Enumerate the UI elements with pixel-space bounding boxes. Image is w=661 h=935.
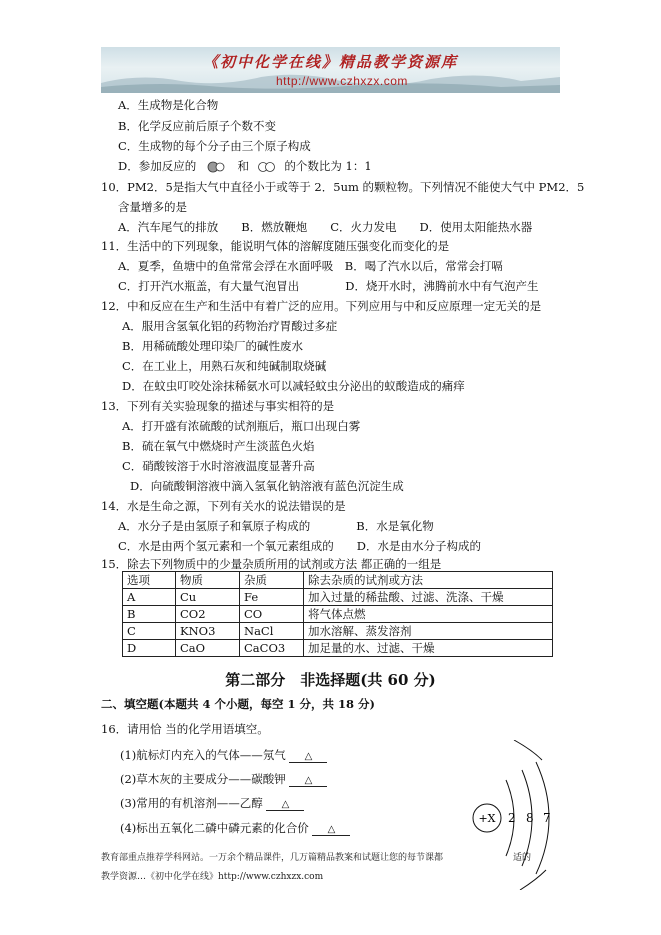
q12-option-a: A．服用含氢氧化铝的药物治疗胃酸过多症 [122,319,338,333]
table-cell: 将气体点燃 [304,606,553,623]
table-cell: CO2 [176,606,240,623]
table-cell: 加足量的水、过滤、干燥 [304,640,553,657]
q13-option-d: D．向硫酸铜溶液中滴入氢氧化钠溶液有蓝色沉淀生成 [130,479,404,493]
q14-options-cd: C．水是由两个氢元素和一个氧元素组成的 D．水是由水分子构成的 [118,539,482,553]
table-cell: A [123,589,176,606]
answer-blank[interactable] [289,772,327,787]
q12-option-c: C．在工业上，用熟石灰和纯碱制取烧碱 [122,359,327,373]
table-cell: KNO3 [176,623,240,640]
q13-stem: 13．下列有关实验现象的描述与事实相符的是 [101,399,335,413]
q16-item-text: (2)草木灰的主要成分——碳酸钾 [120,772,286,786]
q14-options-ab: A．水分子是由氢原子和氧原子构成的 B．水是氧化物 [118,519,434,533]
q11-options-ab: A．夏季，鱼塘中的鱼常常会浮在水面呼吸 B．喝了汽水以后，常常会打嗝 [118,259,503,273]
table-header: 除去杂质的试剂或方法 [304,572,553,589]
triangle-icon: △ [281,799,290,810]
part2-title: 第二部分 非选择题(共 60 分) [225,671,436,689]
q15-table [122,571,553,657]
table-row [123,640,553,657]
answer-blank[interactable] [289,748,327,763]
q14-stem: 14．水是生命之源，下列有关水的说法错误的是 [101,499,346,513]
q16-item-text: (3)常用的有机溶剂——乙醇 [120,796,263,810]
table-cell: NaCl [240,623,304,640]
q16-item-text: (1)航标灯内充入的气体——氖气 [120,748,286,762]
table-row [123,589,553,606]
q16-item-1 [120,747,327,763]
q9-option-d [118,158,372,174]
q12-option-d: D．在蚊虫叮咬处涂抹稀氨水可以减轻蚊虫分泌出的蚁酸造成的痛痒 [122,379,465,393]
q9-option-b: B．化学反应前后原子个数不变 [118,119,276,133]
answer-blank[interactable] [312,821,350,836]
table-cell: 加水溶解、蒸发溶剂 [304,623,553,640]
header-banner [101,47,560,93]
molecule-icon-2 [257,161,277,173]
banner-url[interactable]: http://www.czhxzx.com [276,74,408,88]
q12-stem: 12．中和反应在生产和生活中有着广泛的应用。下列应用与中和反应原理一定无关的是 [101,299,542,313]
q10-stem-line2: 含量增多的是 [118,200,187,214]
table-cell: C [123,623,176,640]
q10-options: A．汽车尾气的排放 B．燃放鞭炮 C．火力发电 D．使用太阳能热水器 [118,220,533,234]
table-cell: CO [240,606,304,623]
q9-option-d-suffix: 的个数比为 1：1 [284,159,372,173]
molecule-icon [206,161,228,173]
table-header-row [123,572,553,589]
q16-item-text: (4)标出五氧化二磷中磷元素的化合价 [120,821,309,835]
q9-option-c: C．生成物的每个分子由三个原子构成 [118,139,311,153]
arc-decoration [514,740,542,760]
table-cell: Fe [240,589,304,606]
triangle-icon: △ [327,824,336,835]
q12-option-b: B．用稀硫酸处理印染厂的碱性废水 [122,339,303,353]
q13-option-b: B．硫在氧气中燃烧时产生淡蓝色火焰 [122,439,315,453]
shell-count-1: 2 [508,811,516,825]
triangle-icon: △ [304,775,313,786]
q16-item-2 [120,771,327,787]
q13-option-c: C．硝酸铵溶于水时溶液温度显著升高 [122,459,315,473]
footer [101,850,531,882]
table-cell: D [123,640,176,657]
q9-option-d-prefix: D．参加反应的 [118,159,197,173]
table-row [123,623,553,640]
footer-text: 教育部重点推荐学科网站。一万余个精品课件，几万篇精品教案和试题让您的每节课都 [101,853,444,863]
section-heading: 二、填空题(本题共 4 个小题，每空 1 分，共 18 分) [101,697,375,711]
table-cell: Cu [176,589,240,606]
footer-text-end: 适的 [513,853,532,863]
table-header: 物质 [176,572,240,589]
banner-title: 《初中化学在线》精品教学资源库 [202,53,458,71]
table-header: 杂质 [240,572,304,589]
answer-blank[interactable] [266,796,304,811]
table-cell: CaO [176,640,240,657]
q11-stem: 11．生活中的下列现象，能说明气体的溶解度随压强变化而变化的是 [101,239,450,253]
q11-options-cd: C．打开汽水瓶盖，有大量气泡冒出 D．烧开水时，沸腾前水中有气泡产生 [118,279,539,293]
q10-stem-line1: 10．PM2．5是指大气中直径小于或等于 2．5um 的颗粒物。下列情况不能使大气中 PM2．5 [101,180,585,194]
q9-option-d-and: 和 [237,159,250,173]
q9-option-a: A．生成物是化合物 [118,98,219,112]
table-cell: 加入过量的稀盐酸、过滤、洗涤、干燥 [304,589,553,606]
q16-item-3 [120,795,304,811]
triangle-icon: △ [304,751,313,762]
footer-line-1 [101,850,531,863]
table-header: 选项 [123,572,176,589]
q13-option-a: A．打开盛有浓硫酸的试剂瓶后，瓶口出现白雾 [122,419,361,433]
shell-count-3: 7 [543,811,551,825]
q16-stem: 16．请用恰 当的化学用语填空。 [101,722,269,736]
table-cell: CaCO3 [240,640,304,657]
nucleus-label: +X [478,812,496,825]
footer-line-2[interactable]: 教学资源…《初中化学在线》http://www.czhxzx.com [101,872,324,882]
shell-count-2: 8 [526,811,534,825]
table-row [123,606,553,623]
q16-item-4 [120,820,350,836]
q15-stem: 15．除去下列物质中的少量杂质所用的试剂或方法 都正确的一组是 [101,557,442,571]
table-cell: B [123,606,176,623]
